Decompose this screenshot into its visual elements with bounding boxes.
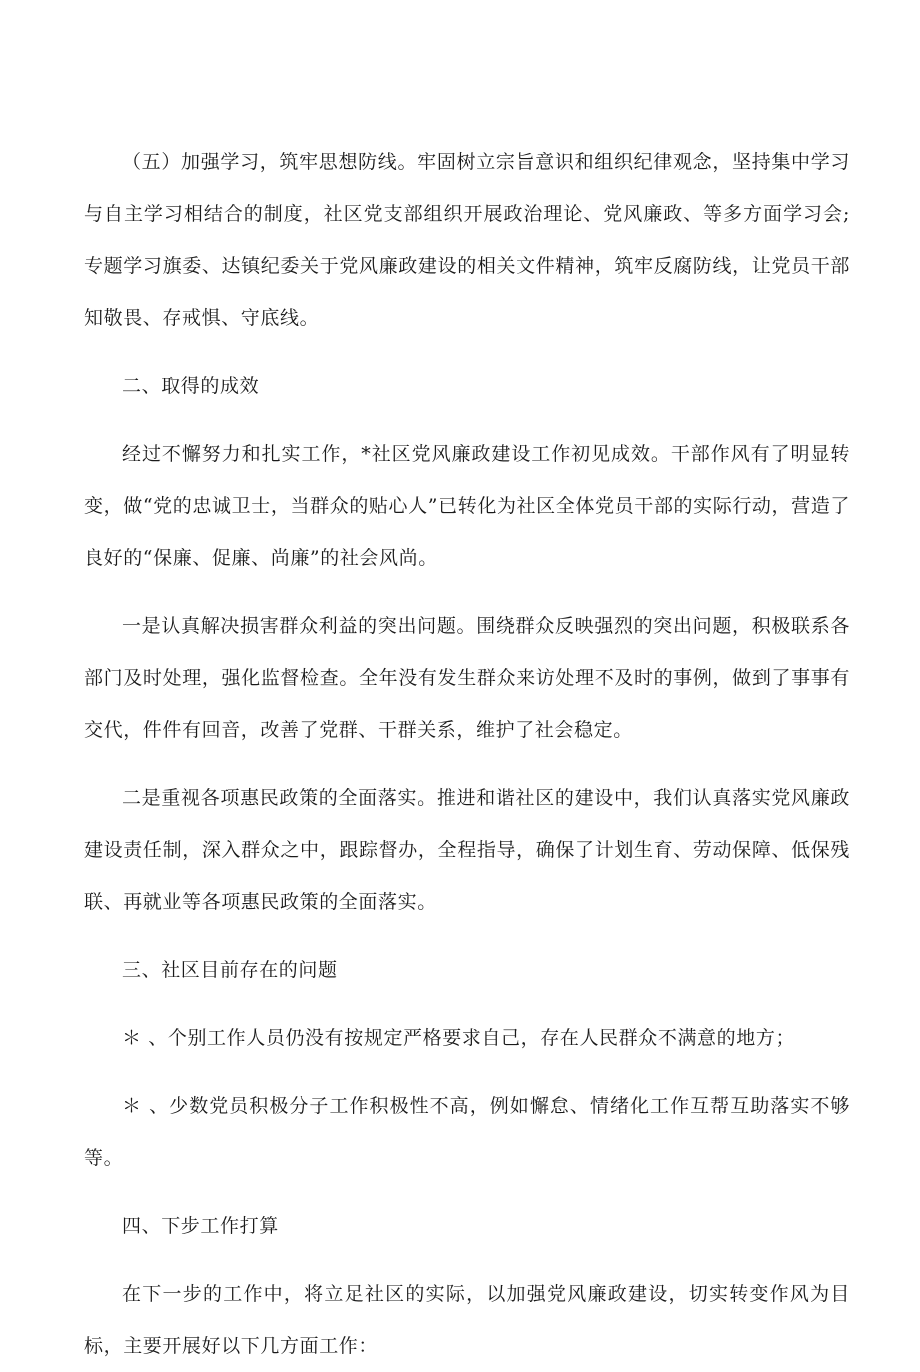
paragraph-second-result: 二是重视各项惠民政策的全面落实。推进和谐社区的建设中，我们认真落实党风廉政建设责任制，深入群众之中，跟踪督办，全程指导，确保了计划生育、劳动保障、低保残联、再就业等各项惠民政策的全面落实。: [84, 787, 850, 913]
paragraph-problem-1: ＊ 、个别工作人员仍没有按规定严格要求自己，存在人民群众不满意的地方；: [122, 1027, 796, 1049]
paragraph-next-steps: 在下一步的工作中，将立足社区的实际，以加强党风廉政建设，切实转变作风为目标，主要开展好以下几方面工作：: [84, 1283, 850, 1357]
paragraph-study: （五）加强学习，筑牢思想防线。牢固树立宗旨意识和组织纪律观念，坚持集中学习与自主学习相结合的制度，社区党支部组织开展政治理论、党风廉政、等多方面学习会;专题学习旗委、达镇纪委关于党风廉政建设的相关文件精神，筑牢反腐防线，让党员干部知敬畏、存戒惧、守底线。: [84, 151, 850, 329]
paragraph-first-result: 一是认真解决损害群众利益的突出问题。围绕群众反映强烈的突出问题，积极联系各部门及时处理，强化监督检查。全年没有发生群众来访处理不及时的事例，做到了事事有交代，件件有回音，改善了党群、干群关系，维护了社会稳定。: [84, 615, 850, 741]
paragraph-problem-2: ＊ 、少数党员积极分子工作积极性不高，例如懈怠、情绪化工作互帮互助落实不够等。: [84, 1095, 850, 1169]
document-body: [84, 136, 850, 1372]
heading-problems: 三、社区目前存在的问题: [122, 959, 338, 981]
heading-next-steps: 四、下步工作打算: [122, 1215, 279, 1237]
paragraph-results-summary: 经过不懈努力和扎实工作，*社区党风廉政建设工作初见成效。干部作风有了明显转变，做“党的忠诚卫士，当群众的贴心人”已转化为社区全体党员干部的实际行动，营造了良好的“保廉、促廉、尚廉”的社会风尚。: [84, 443, 850, 569]
heading-achievements: 二、取得的成效: [122, 375, 260, 397]
